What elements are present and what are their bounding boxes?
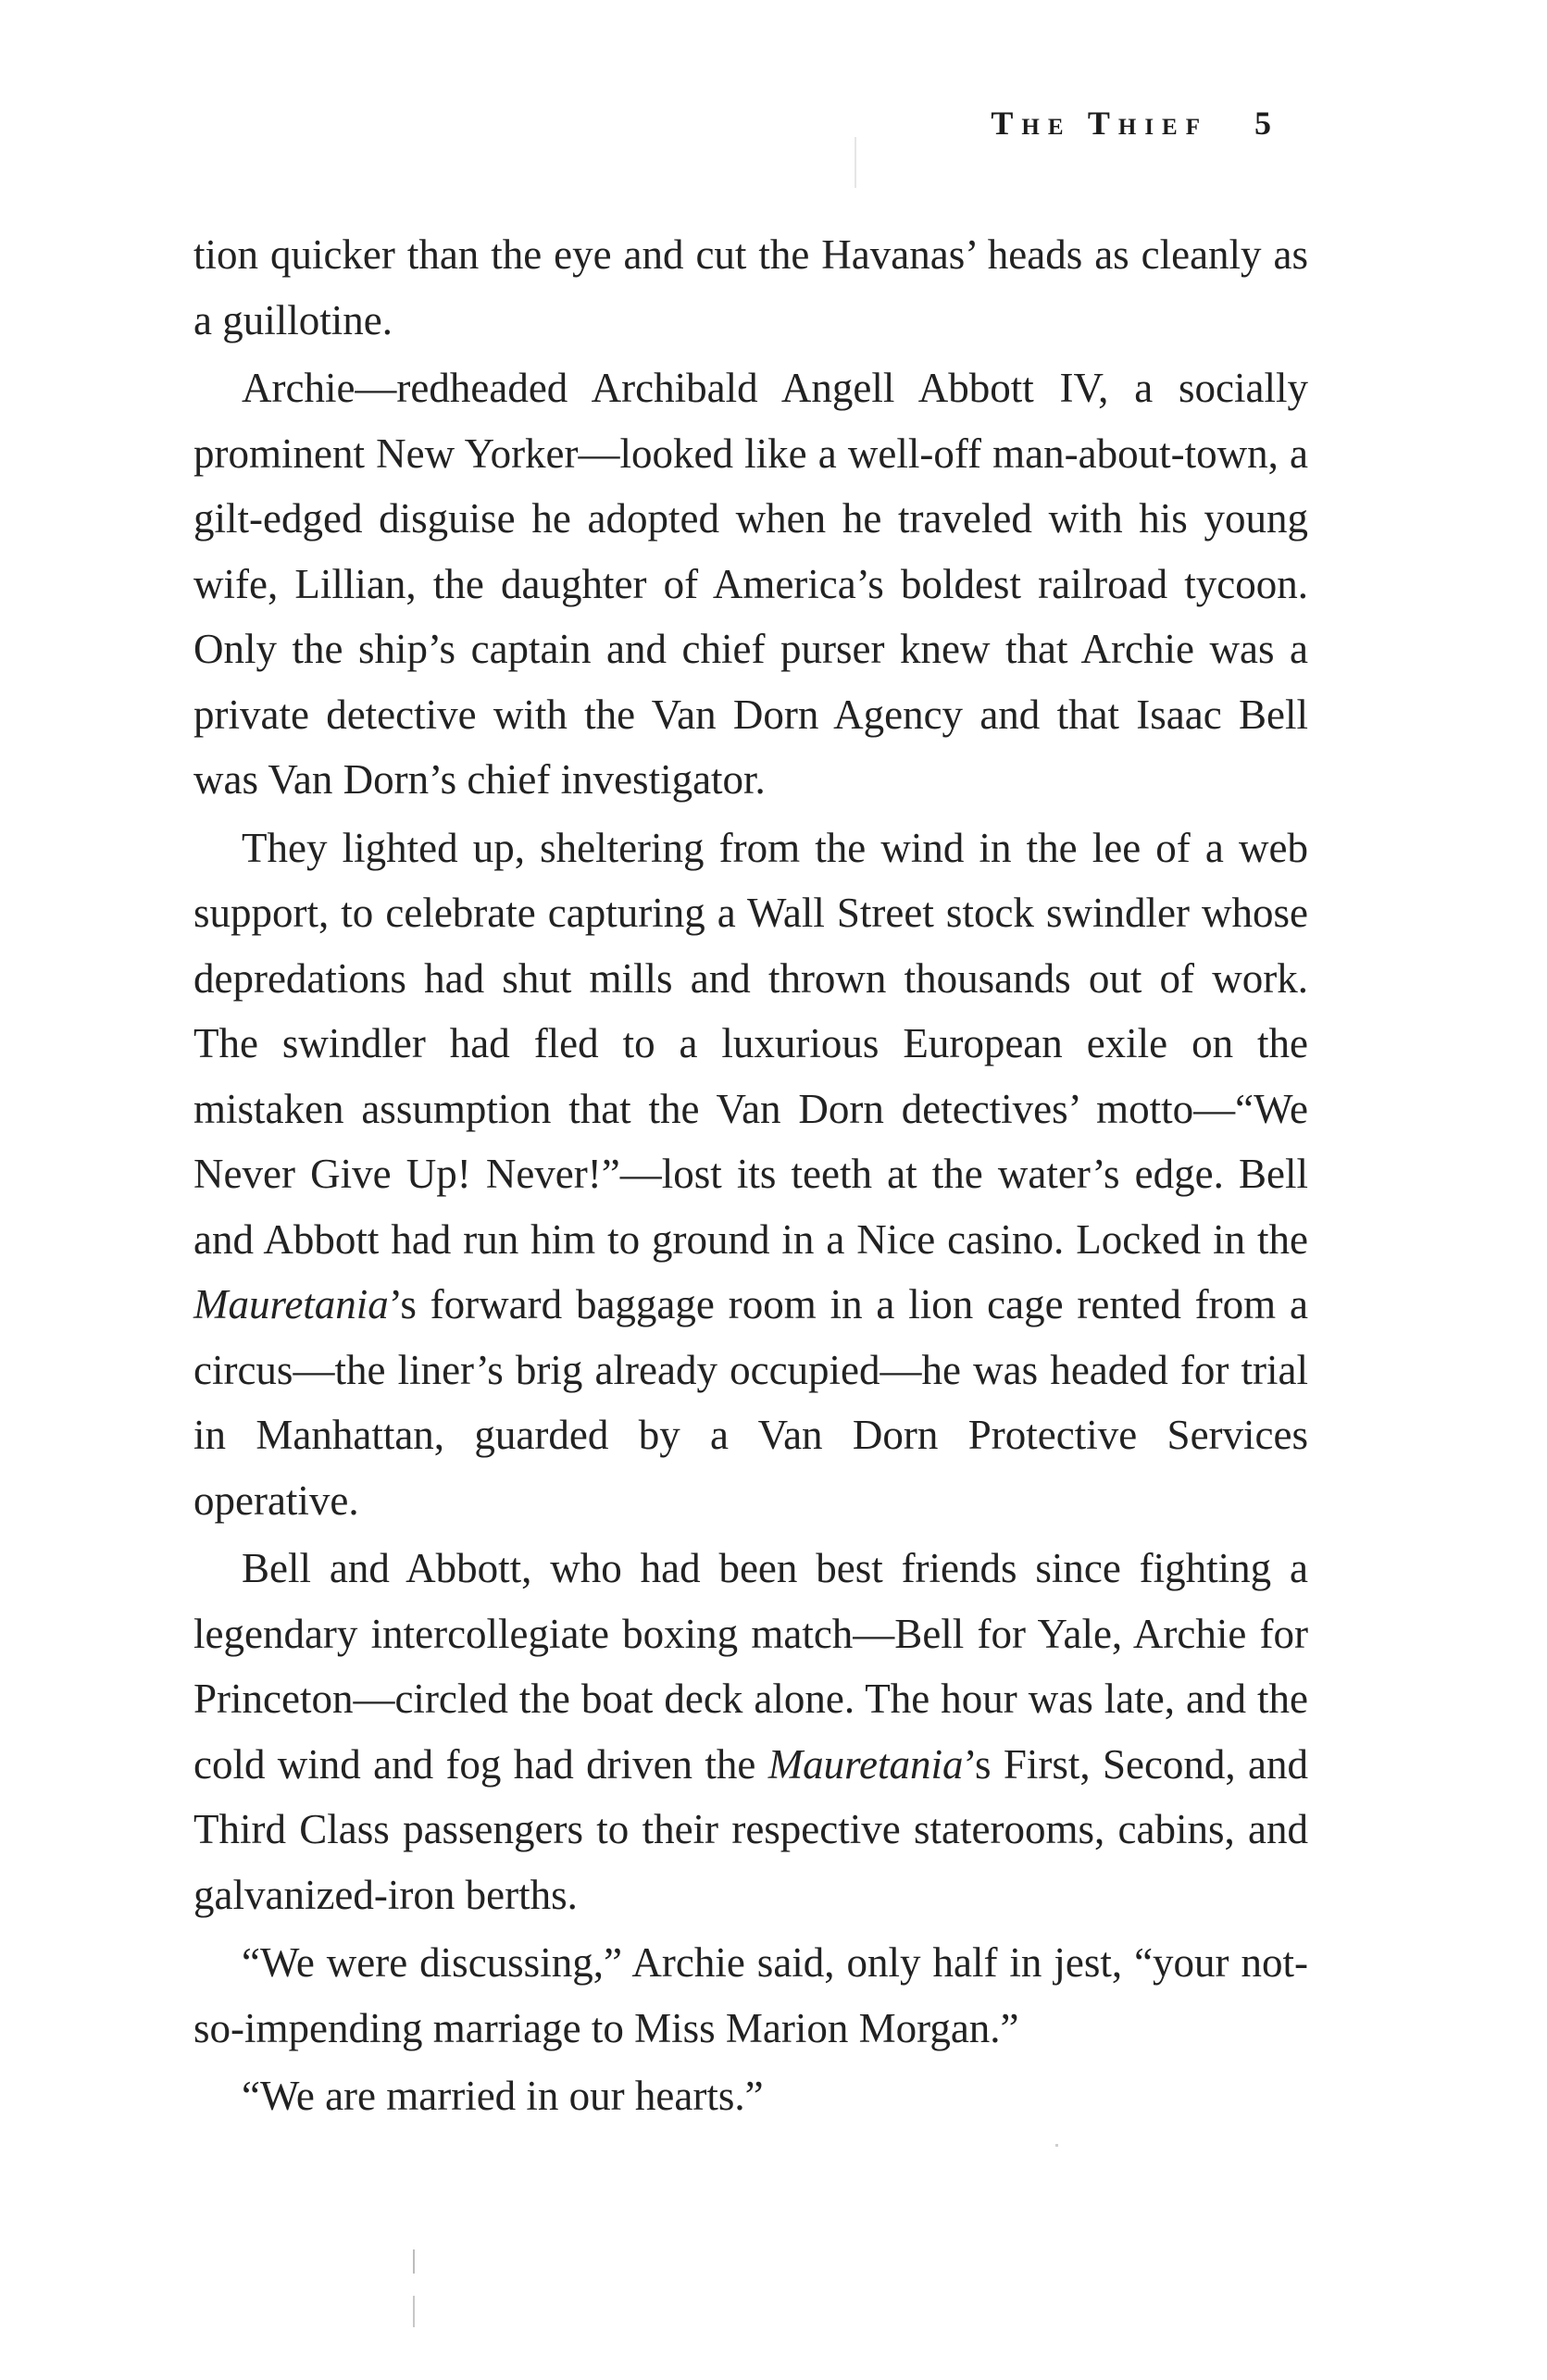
scan-mark — [1055, 2144, 1058, 2147]
paragraph — [193, 222, 1308, 353]
text-run: “We are married in our hearts.” — [242, 2073, 764, 2119]
scan-mark — [413, 2296, 415, 2327]
paragraph — [193, 2063, 1308, 2129]
text-run: tion quicker than the eye and cut the Havanas’ heads as cleanly as a guillotine. — [193, 231, 1308, 343]
paragraph — [193, 355, 1308, 813]
italic-text: Mauretania — [767, 1740, 964, 1788]
text-run: “We were discussing,” Archie said, only half in jest, “your not-so-impending marriage to Miss Marion Morgan.” — [193, 1939, 1308, 2051]
page-number: 5 — [1254, 105, 1271, 142]
paragraph — [193, 816, 1308, 1534]
text-run: ’s First, Second, and Third Class passengers to their respective staterooms, cabins, and galvanized-iron berths. — [193, 1740, 1308, 1918]
paragraph — [193, 1536, 1308, 1927]
text-run: Bell and Abbott, who had been best friends since fighting a legendary intercollegiate boxing match—Bell for Yale, Archie for Princeton—circled the boat deck alone. The hour was late, and the cold wind and fog had driven the — [193, 1545, 1308, 1788]
running-head — [991, 104, 1271, 143]
paragraph — [193, 1930, 1308, 2061]
italic-text: Mauretania — [193, 1281, 389, 1327]
running-head-title: The Thief — [991, 105, 1208, 142]
text-run: They lighted up, sheltering from the wind in the lee of a web support, to celebrate capturing a Wall Street stock swindler whose depredations had shut mills and thrown thousands out of work. The swindler had fled to a luxurious European exile on the mistaken assumption that the Van Dorn detectives’ motto—“We Never Give Up! Never!”—lost its teeth at the water’s edge. Bell and Abbott had run him to ground in a Nice casino. Locked in the — [193, 824, 1308, 1263]
scan-mark — [855, 137, 856, 188]
text-run: ’s forward baggage room in a lion cage rented from a circus—the liner’s brig already occupied—he was headed for trial in Manhattan, guarded by a Van Dorn Protective Services operative. — [193, 1281, 1308, 1524]
text-run: Archie—redheaded Archibald Angell Abbott IV, a socially prominent New Yorker—looked like a well-off man-about-town, a gilt-edged disguise he adopted when he traveled with his young wife, Lillian, the daughter of America’s boldest railroad tycoon. Only the ship’s captain and chief purser knew that Archie was a private detective with the Van Dorn Agency and that Isaac Bell was Van Dorn’s chief investigator. — [193, 365, 1308, 803]
body-text — [193, 222, 1308, 2129]
scan-mark — [413, 2249, 415, 2274]
